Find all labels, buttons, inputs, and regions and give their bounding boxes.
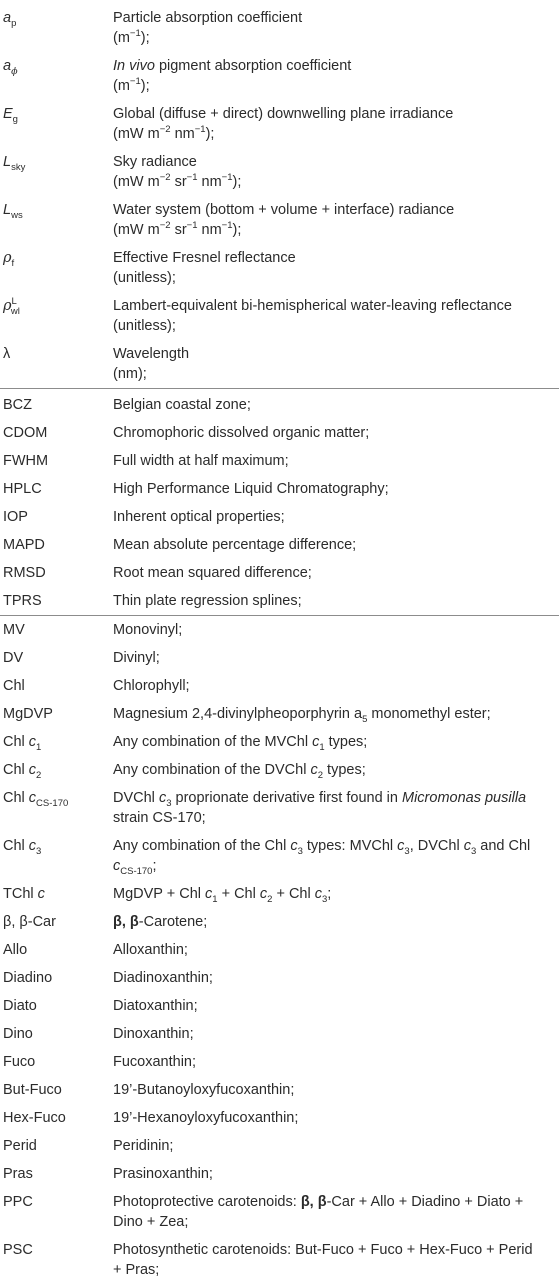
glossary-term: TChl c bbox=[3, 886, 45, 902]
glossary-definition bbox=[113, 1080, 559, 1100]
definition-line: + Pras; bbox=[113, 1262, 160, 1278]
glossary-row bbox=[0, 447, 559, 475]
definition-line: Monovinyl; bbox=[113, 622, 183, 638]
definition-line: Sky radiance bbox=[113, 154, 197, 170]
definition-line: Dinoxanthin; bbox=[113, 1026, 194, 1042]
glossary-row bbox=[0, 992, 559, 1020]
glossary-term: Perid bbox=[3, 1138, 37, 1154]
glossary-term: Diato bbox=[3, 998, 37, 1014]
glossary-row bbox=[0, 1104, 559, 1132]
glossary-row bbox=[0, 503, 559, 531]
definition-line: Mean absolute percentage difference; bbox=[113, 537, 357, 553]
definition-line: Inherent optical properties; bbox=[113, 509, 285, 525]
glossary-term: $a_p$ bbox=[3, 10, 17, 29]
definition-line: β, β-Carotene; bbox=[113, 914, 208, 930]
glossary-definition bbox=[113, 732, 559, 752]
glossary-definition bbox=[113, 152, 559, 192]
glossary-definition bbox=[113, 591, 559, 611]
glossary-row bbox=[0, 784, 559, 832]
glossary-definition bbox=[113, 1108, 559, 1128]
glossary-term: IOP bbox=[3, 509, 28, 525]
glossary-definition bbox=[113, 451, 559, 471]
glossary-term: TPRS bbox=[3, 593, 42, 609]
definition-line: Chlorophyll; bbox=[113, 678, 190, 694]
glossary-term: Chl bbox=[3, 678, 25, 694]
definition-line: 19’-Hexanoyloxyfucoxanthin; bbox=[113, 1110, 299, 1126]
definition-line: Diadinoxanthin; bbox=[113, 970, 213, 986]
glossary-definition bbox=[113, 760, 559, 780]
glossary-row bbox=[0, 340, 559, 388]
glossary-term: Fuco bbox=[3, 1054, 36, 1070]
glossary-term: Diadino bbox=[3, 970, 53, 986]
glossary-term: BCZ bbox=[3, 397, 32, 413]
definition-line: $(m^{-1})$; bbox=[113, 28, 150, 46]
glossary-term: MgDVP bbox=[3, 706, 53, 722]
glossary-term: $L_{sky}$ bbox=[3, 154, 26, 173]
glossary-row bbox=[0, 616, 559, 644]
glossary-term: Chl $c_3$ bbox=[3, 838, 42, 857]
glossary-row bbox=[0, 936, 559, 964]
abbreviations-section bbox=[0, 388, 559, 615]
glossary-definition bbox=[113, 996, 559, 1016]
glossary-definition bbox=[113, 200, 559, 240]
definition-line: Particle absorption coefficient bbox=[113, 10, 303, 26]
glossary-term: RMSD bbox=[3, 565, 46, 581]
glossary-term: HPLC bbox=[3, 481, 42, 497]
glossary-term: DV bbox=[3, 650, 24, 666]
glossary-row bbox=[0, 908, 559, 936]
definition-line: In vivo pigment absorption coefficient bbox=[113, 58, 352, 74]
glossary-term: But-Fuco bbox=[3, 1082, 62, 1098]
definition-line: Alloxanthin; bbox=[113, 942, 188, 958]
glossary-term: Pras bbox=[3, 1166, 33, 1182]
definition-line: Fucoxanthin; bbox=[113, 1054, 197, 1070]
glossary-row bbox=[0, 4, 559, 52]
pigments-section bbox=[0, 615, 559, 1284]
glossary-row bbox=[0, 100, 559, 148]
glossary-term: $E_g$ bbox=[3, 106, 18, 125]
definition-line: (unitless); bbox=[113, 318, 176, 334]
definition-line: Full width at half maximum; bbox=[113, 453, 289, 469]
glossary-definition bbox=[113, 248, 559, 288]
glossary-definition bbox=[113, 836, 559, 876]
definition-line: Any combination of the Chl $c_3$ types: MVChl $c_3$, DVChl $c_3$ and Chl bbox=[113, 838, 531, 857]
glossary-definition bbox=[113, 563, 559, 583]
glossary-definition bbox=[113, 940, 559, 960]
glossary-row bbox=[0, 880, 559, 908]
definition-line: Effective Fresnel reflectance bbox=[113, 250, 296, 266]
definition-line: Belgian coastal zone; bbox=[113, 397, 251, 413]
glossary-row bbox=[0, 672, 559, 700]
glossary-row bbox=[0, 587, 559, 615]
glossary-definition bbox=[113, 884, 559, 904]
glossary-row bbox=[0, 292, 559, 340]
glossary-term: Chl $c_1$ bbox=[3, 734, 42, 753]
glossary-definition bbox=[113, 1052, 559, 1072]
glossary-row bbox=[0, 419, 559, 447]
glossary-term: $a_\phi$ bbox=[3, 58, 18, 77]
definition-line: Water system (bottom + volume + interface) radiance bbox=[113, 202, 455, 218]
glossary-row bbox=[0, 832, 559, 880]
glossary-definition bbox=[113, 56, 559, 96]
glossary-row bbox=[0, 391, 559, 419]
glossary-term: MV bbox=[3, 622, 25, 638]
glossary-definition bbox=[113, 423, 559, 443]
glossary-definition bbox=[113, 344, 559, 384]
glossary-row bbox=[0, 1076, 559, 1104]
glossary-definition bbox=[113, 1164, 559, 1184]
glossary-term: PSC bbox=[3, 1242, 33, 1258]
glossary-row bbox=[0, 52, 559, 100]
glossary-row bbox=[0, 644, 559, 672]
definition-line: Thin plate regression splines; bbox=[113, 593, 302, 609]
glossary-row bbox=[0, 1188, 559, 1236]
definition-line: Divinyl; bbox=[113, 650, 160, 666]
glossary-term: Dino bbox=[3, 1026, 33, 1042]
definition-line: DVChl $c_3$ proprionate derivative first found in Micromonas pusilla bbox=[113, 790, 527, 809]
glossary-term: Allo bbox=[3, 942, 28, 958]
definition-line: Prasinoxanthin; bbox=[113, 1166, 213, 1182]
definition-line: (nm); bbox=[113, 366, 147, 382]
glossary-row bbox=[0, 1020, 559, 1048]
glossary-row bbox=[0, 244, 559, 292]
definition-line: $(m^{-1})$; bbox=[113, 76, 150, 94]
glossary-row bbox=[0, 148, 559, 196]
glossary-row bbox=[0, 531, 559, 559]
glossary-definition bbox=[113, 1240, 559, 1280]
definition-line: strain CS-170; bbox=[113, 810, 206, 826]
glossary-term: $\rho_f$ bbox=[3, 250, 15, 269]
glossary-row bbox=[0, 196, 559, 244]
glossary-term: $L_{ws}$ bbox=[3, 202, 23, 221]
glossary-row bbox=[0, 1132, 559, 1160]
glossary-row bbox=[0, 756, 559, 784]
glossary-definition bbox=[113, 620, 559, 640]
glossary-term: PPC bbox=[3, 1194, 33, 1210]
glossary-definition bbox=[113, 296, 559, 336]
definition-line: Any combination of the MVChl $c_1$ types; bbox=[113, 734, 368, 753]
definition-line: Root mean squared difference; bbox=[113, 565, 312, 581]
glossary-term: Chl $c_{CS-170}$ bbox=[3, 790, 69, 809]
definition-line: (mW $m^{-2}$ $sr^{-1}$ $nm^{-1}$); bbox=[113, 220, 242, 238]
glossary-definition bbox=[113, 912, 559, 932]
symbols-section bbox=[0, 4, 559, 388]
definition-line: $c_{CS-170}$; bbox=[113, 858, 157, 877]
definition-line: Dino + Zea; bbox=[113, 1214, 189, 1230]
definition-line: Peridinin; bbox=[113, 1138, 174, 1154]
definition-line: Chromophoric dissolved organic matter; bbox=[113, 425, 370, 441]
definition-line: Magnesium 2,4-divinylpheoporphyrin $a_5$ monomethyl ester; bbox=[113, 706, 491, 725]
definition-line: 19’-Butanoyloxyfucoxanthin; bbox=[113, 1082, 295, 1098]
glossary-term: Hex-Fuco bbox=[3, 1110, 66, 1126]
definition-line: High Performance Liquid Chromatography; bbox=[113, 481, 389, 497]
glossary-definition bbox=[113, 968, 559, 988]
glossary-definition bbox=[113, 1192, 559, 1232]
glossary-definition bbox=[113, 104, 559, 144]
glossary-definition bbox=[113, 1136, 559, 1156]
glossary-row bbox=[0, 728, 559, 756]
glossary-term: FWHM bbox=[3, 453, 49, 469]
glossary-definition bbox=[113, 704, 559, 724]
glossary-definition bbox=[113, 479, 559, 499]
glossary-definition bbox=[113, 648, 559, 668]
glossary-definition bbox=[113, 507, 559, 527]
glossary-term: Chl $c_2$ bbox=[3, 762, 42, 781]
glossary-row bbox=[0, 475, 559, 503]
glossary-term: MAPD bbox=[3, 537, 45, 553]
glossary-row bbox=[0, 700, 559, 728]
glossary-definition bbox=[113, 1024, 559, 1044]
glossary-row bbox=[0, 1160, 559, 1188]
glossary-term: $\rho^L_{wl}$ bbox=[3, 296, 20, 317]
glossary-definition bbox=[113, 788, 559, 828]
glossary-definition bbox=[113, 676, 559, 696]
glossary-row bbox=[0, 559, 559, 587]
glossary-term: λ bbox=[3, 346, 11, 362]
definition-line: Wavelength bbox=[113, 346, 190, 362]
definition-line: (mW $m^{-2}$ $sr^{-1}$ $nm^{-1}$); bbox=[113, 172, 242, 190]
glossary-definition bbox=[113, 535, 559, 555]
definition-line: Diatoxanthin; bbox=[113, 998, 198, 1014]
definition-line: (mW $m^{-2}$ $nm^{-1}$); bbox=[113, 124, 215, 142]
glossary-row bbox=[0, 964, 559, 992]
definition-line: Any combination of the DVChl $c_2$ types; bbox=[113, 762, 366, 781]
definition-line: (unitless); bbox=[113, 270, 176, 286]
glossary-term: CDOM bbox=[3, 425, 48, 441]
definition-line: Photoprotective carotenoids: β, β-Car + Allo + Diadino + Diato + bbox=[113, 1194, 524, 1210]
definition-line: Global (diffuse + direct) downwelling plane irradiance bbox=[113, 106, 454, 122]
glossary-row bbox=[0, 1048, 559, 1076]
glossary-term: β, β-Car bbox=[3, 914, 56, 930]
definition-line: Photosynthetic carotenoids: But-Fuco + Fuco + Hex-Fuco + Perid bbox=[113, 1242, 533, 1258]
glossary-definition bbox=[113, 395, 559, 415]
definition-line: MgDVP + Chl $c_1$ + Chl $c_2$ + Chl $c_3$; bbox=[113, 886, 332, 905]
glossary-definition bbox=[113, 8, 559, 48]
definition-line: Lambert-equivalent bi-hemispherical water-leaving reflectance bbox=[113, 298, 512, 314]
